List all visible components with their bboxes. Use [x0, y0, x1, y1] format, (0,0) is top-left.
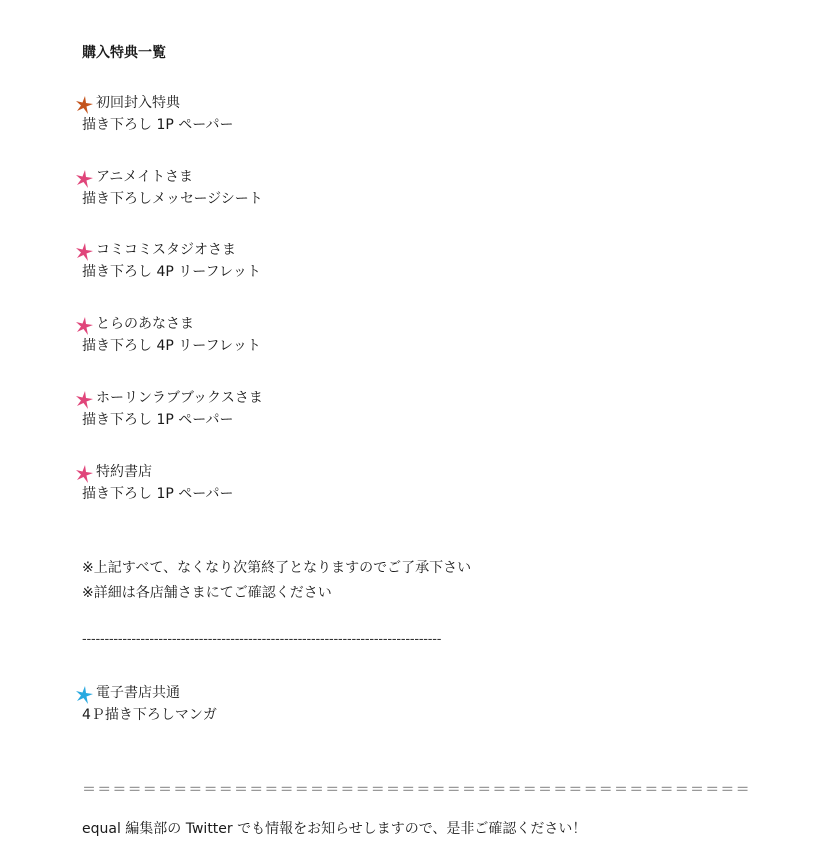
shop-entry-partner-stores: [82, 461, 682, 505]
footer-notice: equal 編集部の Twitter でも情報をお知らせしますので、是非ご確認ください！: [82, 821, 587, 837]
star-icon: [74, 464, 94, 484]
shop-entry-holly-love-books: [82, 387, 682, 431]
bonus-description: 描き下ろし 1P ペーパー: [82, 117, 234, 133]
shop-name: ホーリンラブブックスさま: [96, 390, 263, 406]
note-limited-stock: ※上記すべて、なくなり次第終了となりますのでご了承下さい: [82, 560, 472, 576]
star-icon: [74, 242, 94, 262]
shop-entry-animate: [82, 166, 682, 210]
shop-name: 初回封入特典: [96, 95, 180, 111]
star-icon: [74, 390, 94, 410]
note-check-stores: ※詳細は各店舗さまにてご確認ください: [82, 585, 332, 601]
shop-name: コミコミスタジオさま: [96, 242, 236, 258]
shop-entry-first-print: [82, 92, 682, 136]
shop-entry-comicomi: [82, 239, 682, 283]
star-icon: [74, 685, 94, 705]
shop-name: アニメイトさま: [96, 169, 194, 185]
shop-entry-toranoana: [82, 313, 682, 357]
bonus-description: 描き下ろし 1P ペーパー: [82, 412, 234, 428]
star-icon: [74, 95, 94, 115]
bonus-description: 描き下ろし 4P リーフレット: [82, 338, 261, 354]
bonus-description: 描き下ろし 1P ペーパー: [82, 486, 234, 502]
page-title: 購入特典一覧: [82, 45, 166, 61]
bonus-description: 描き下ろしメッセージシート: [82, 191, 263, 207]
shop-name: とらのあなさま: [96, 316, 194, 332]
equals-divider: ＝＝＝＝＝＝＝＝＝＝＝＝＝＝＝＝＝＝＝＝＝＝＝＝＝＝＝＝＝＝＝＝＝＝＝＝＝＝＝＝＝＝＝＝: [82, 782, 751, 798]
bonus-description: 4Ｐ描き下ろしマンガ: [82, 707, 217, 723]
shop-entry-ebook: [82, 682, 682, 726]
shop-name: 電子書店共通: [96, 685, 180, 701]
shop-name: 特約書店: [96, 464, 152, 480]
dashed-divider: --------------------------------------------------------------------------------: [82, 632, 442, 647]
bonus-description: 描き下ろし 4P リーフレット: [82, 264, 261, 280]
star-icon: [74, 169, 94, 189]
star-icon: [74, 316, 94, 336]
